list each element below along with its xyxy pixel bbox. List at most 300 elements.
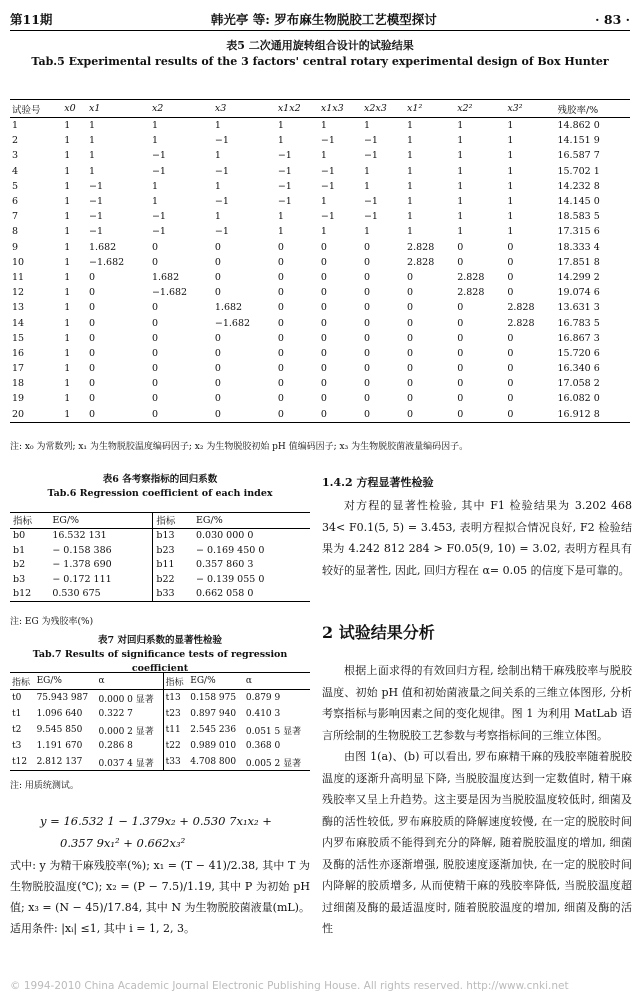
table6-cell: − 1.378 690	[52, 559, 112, 571]
table5-cell: 1	[64, 393, 71, 405]
table5-cell: −1	[89, 196, 104, 208]
table5-cell: 0	[363, 408, 371, 420]
table5-cell: 0	[320, 271, 327, 283]
table5-cell: 0	[320, 302, 327, 314]
table5-cell: 0	[320, 332, 327, 344]
table5-cell: −1	[363, 135, 378, 147]
table5-cell: 0	[320, 408, 327, 420]
table5-cell: 0	[89, 378, 96, 390]
table5-cell: 0	[89, 271, 96, 283]
table5-cell: 0	[363, 347, 371, 359]
equation-explanation: 式中: y 为精干麻残胶率(%); x₁ = (T − 41)/2.38, 其中 T 为生物脱胶温度(℃); x₂ = (P − 7.5)/1.19, 其中 P 为初始 pH 值; x₃ = (N − 45)/17.84, 其中 N 为生物脱胶菌液量(mL)。适用条件: |xᵢ| ≤1, 其中 i = 1, 2, 3。	[10, 859, 310, 935]
table5-cell: 14.862 0	[557, 120, 600, 132]
table5-cell: −1.682	[214, 317, 251, 329]
table5-cell: 0	[320, 378, 327, 390]
table5-cell: 10	[12, 256, 25, 268]
table-row	[10, 240, 630, 255]
table7-cell: 0.322 7	[98, 709, 133, 719]
table5-cell: 1	[64, 196, 71, 208]
table7-cell: 1.191 670	[36, 741, 83, 751]
table6-cell: b13	[153, 528, 193, 543]
table5-header-cell: x0	[64, 103, 76, 114]
table7-cell: 0.158 975	[190, 693, 237, 703]
table5-cell: 0	[363, 302, 371, 314]
table5-cell: 0	[277, 287, 284, 299]
table5-cell: −1	[277, 196, 292, 208]
table6-cell: b1	[13, 544, 26, 556]
table5-cell: 1	[214, 180, 221, 192]
table5-cell: 1	[507, 165, 514, 177]
table5-cell: 1	[151, 120, 158, 132]
table5-cell: −1	[214, 196, 229, 208]
table7-caption-en: Tab.7 Results of significance tests of regression coefficient	[32, 649, 288, 674]
table5-cell: 18	[12, 378, 25, 390]
table5-cell: 1	[64, 241, 71, 253]
table5-cell: 19	[12, 393, 25, 405]
table5-cell: 1	[214, 120, 221, 132]
table7-cell: 2.812 137	[36, 757, 83, 767]
table5-cell: 1	[89, 135, 96, 147]
table7-header-cell: α	[98, 676, 105, 686]
table7-cell: 0.897 940	[190, 709, 237, 719]
table5-cell: 8	[12, 226, 19, 238]
table6-cell: b12	[13, 588, 32, 600]
table5-cell: 1	[277, 120, 284, 132]
table5-cell: −1	[277, 165, 292, 177]
table5-cell: 0	[457, 378, 464, 390]
table5-cell: 0	[214, 393, 221, 405]
table7-cell: 0.879 9	[245, 693, 281, 703]
table5-header-cell: x1x3	[320, 103, 344, 114]
table6-cell: b0	[13, 530, 26, 542]
table5-cell: 0	[214, 287, 221, 299]
table-row	[10, 270, 630, 285]
table5-cell: 2.828	[407, 241, 435, 253]
table5-cell: 0	[214, 256, 221, 268]
table5-cell: 0	[407, 347, 414, 359]
table5-cell: 1	[457, 196, 464, 208]
table5-cell: −1	[89, 211, 104, 223]
table5-caption-cn: 表5 二次通用旋转组合设计的试验结果	[226, 39, 414, 52]
table-row	[10, 300, 630, 315]
table5-cell: 0	[457, 393, 464, 405]
table7-cell: 0.051 5 显著	[245, 726, 302, 737]
table-row	[10, 558, 310, 573]
section-2-heading: 2 试验结果分析	[322, 623, 435, 642]
table7-cell: 0.000 2 显著	[98, 726, 154, 737]
table6-cell: b33	[153, 587, 193, 602]
table6-cell: 0.030 000 0	[195, 530, 254, 542]
table6-cell: − 0.139 055 0	[195, 573, 265, 585]
table5-cell: 1	[407, 135, 414, 147]
table5-cell: −1	[151, 211, 166, 223]
table5-cell: 1	[407, 165, 414, 177]
table5-cell: 1	[64, 287, 71, 299]
table5-cell: −1	[214, 165, 229, 177]
table5-cell: 0	[363, 393, 371, 405]
table7-cell: t2	[12, 725, 22, 735]
table7-header-cell: α	[245, 676, 252, 686]
table5-cell: 0	[457, 241, 464, 253]
table5-cell: 0	[89, 363, 96, 375]
table5-cell: 0	[277, 302, 284, 314]
table5-header-cell: x2x3	[363, 103, 387, 114]
table7-cell: 0.000 0 显著	[98, 694, 154, 705]
table5-cell: 0	[277, 317, 284, 329]
table5-cell: 0	[407, 271, 414, 283]
table5-cell: 0	[151, 302, 158, 314]
table-row	[10, 194, 630, 209]
table5-cell: 7	[12, 211, 19, 223]
table5-cell: 0	[320, 393, 327, 405]
table7-caption	[10, 634, 310, 676]
table7-cell: t13	[163, 690, 188, 707]
table5-cell: 0	[151, 241, 158, 253]
table5-cell: 0	[151, 256, 158, 268]
table5-cell: 14.299 2	[557, 271, 600, 283]
table7-cell: 0.005 2 显著	[245, 758, 302, 769]
table-row	[10, 148, 630, 163]
table5-cell: 17.315 6	[557, 226, 600, 238]
table5-cell: 1	[64, 332, 71, 344]
table5-header-cell: 试验号	[12, 104, 41, 116]
table-row	[10, 690, 310, 707]
table5-cell: 1	[507, 150, 514, 162]
table5-cell: 0	[277, 378, 284, 390]
table5-cell: −1	[363, 150, 378, 162]
table5-header-cell: x3	[214, 103, 227, 114]
table6-note: 注: EG 为残胶率(%)	[10, 617, 94, 627]
copyright-footer: © 1994-2010 China Academic Journal Electronic Publishing House. All rights reserved. http://www.cnki.net	[10, 980, 569, 992]
table7-cell: t11	[163, 722, 188, 738]
table6-caption-en: Tab.6 Regression coefficient of each index	[47, 488, 273, 499]
table7-cell: 2.545 236	[190, 725, 237, 735]
table5-cell: 19.074 6	[557, 287, 600, 299]
table5-cell: 6	[12, 196, 19, 208]
table7-cell: t1	[12, 709, 22, 719]
table-row	[10, 722, 310, 738]
table5-cell: 1	[64, 120, 71, 132]
table5-cell: −1	[363, 211, 378, 223]
table7-cell: 0.989 010	[190, 741, 237, 751]
table6-cell: − 0.169 450 0	[195, 544, 265, 556]
table7-header-cell: 指标	[12, 677, 31, 688]
table5-cell: 1	[320, 196, 327, 208]
table5-cell: 0	[407, 393, 414, 405]
table5-cell: 1	[89, 150, 96, 162]
table-row	[10, 738, 310, 754]
table5-cell: 0	[277, 363, 284, 375]
running-title: 韩光亭 等: 罗布麻生物脱胶工艺模型探讨	[210, 12, 437, 27]
table5-cell: 1	[64, 135, 71, 147]
table5-cell: 1	[407, 150, 414, 162]
table5-cell: 1	[151, 196, 158, 208]
table5-cell: −1	[214, 226, 229, 238]
table5-cell: 2.828	[507, 317, 535, 329]
table5-cell: 16.340 6	[557, 363, 600, 375]
table5-cell: 0	[89, 287, 96, 299]
table-row	[10, 164, 630, 179]
page-header	[10, 8, 630, 31]
table5-header-cell: x1	[89, 103, 101, 114]
table5-cell: 1	[64, 408, 71, 420]
table6-header-cell: 指标	[153, 513, 193, 529]
table5-cell: 0	[214, 241, 221, 253]
table5-cell: 15	[12, 332, 25, 344]
table-row	[10, 315, 630, 330]
table5-cell: 0	[407, 302, 414, 314]
table5-cell: 1	[457, 226, 464, 238]
table6-cell: b23	[153, 543, 193, 558]
table5-cell: 0	[407, 317, 414, 329]
table6-cell: 0.357 860 3	[195, 559, 254, 571]
table-row	[10, 209, 630, 224]
table6-cell: b3	[13, 573, 26, 585]
table5-cell: 1	[320, 226, 327, 238]
table5-cell: 1	[507, 196, 514, 208]
table5-cell: 1	[12, 120, 19, 132]
table5-cell: 11	[12, 271, 25, 283]
table5-cell: 0	[363, 363, 371, 375]
table5-cell: 17.851 8	[557, 256, 600, 268]
table5-cell: 0	[277, 271, 284, 283]
table7-cell: t12	[12, 757, 28, 767]
table5-cell: 1	[407, 120, 414, 132]
table5-cell: 1	[457, 150, 464, 162]
table5-cell: 0	[407, 332, 414, 344]
table5-cell: 13.631 3	[557, 302, 600, 314]
table5-cell: 0	[89, 317, 96, 329]
table-row	[10, 331, 630, 346]
table5-cell: 18.583 5	[557, 211, 600, 223]
table5-cell: 13	[12, 302, 25, 314]
table5-cell: 0	[507, 408, 514, 420]
section-2-paragraph-1: 根据上面求得的有效回归方程, 绘制出精干麻残胶率与脱胶温度、初始 pH 值和初始菌液量之间关系的三维立体图形, 分析考察指标与影响因素之间的变化规律。图 1 为利用 MatLab 语言所绘制的生物脱胶工艺参数与考察指标间的三维立体图。	[322, 664, 632, 742]
table5-cell: 0	[363, 378, 371, 390]
table-row	[10, 528, 310, 543]
table5-cell: 0	[457, 317, 464, 329]
table5-cell: 0	[277, 256, 284, 268]
table5-cell: −1.682	[151, 287, 188, 299]
table7-cell: 4.708 800	[190, 757, 237, 767]
table6-header-row	[10, 513, 310, 529]
table-row	[10, 391, 630, 406]
table5-cell: 1.682	[214, 302, 243, 314]
table5-cell: −1	[320, 165, 335, 177]
table6-cell: 16.532 131	[52, 530, 107, 542]
table6-cell: − 0.158 386	[52, 544, 112, 556]
table5-cell: 0	[151, 347, 158, 359]
table7	[10, 672, 310, 771]
table5-note: 注: x₀ 为常数列; x₁ 为生物脱胶温度编码因子; x₂ 为生物脱胶初始 pH 值编码因子; x₃ 为生物脱胶菌液量编码因子。	[10, 442, 469, 452]
table6-header-cell: EG/%	[195, 514, 223, 526]
equation-line-1: y = 16.532 1 − 1.379x₂ + 0.530 7x₁x₂ +	[40, 814, 272, 828]
table-row	[10, 754, 310, 771]
table5-cell: 1	[64, 302, 71, 314]
table5-cell: 0	[457, 256, 464, 268]
table5-cell: 0	[363, 287, 371, 299]
table7-cell: t22	[163, 738, 188, 754]
table5-cell: 1	[64, 226, 71, 238]
table-row	[10, 255, 630, 270]
table5-cell: 16.587 7	[557, 150, 600, 162]
table5-cell: 0	[89, 347, 96, 359]
table5-cell: 16.082 0	[557, 393, 600, 405]
table5-cell: 0	[151, 393, 158, 405]
table5-cell: 0	[89, 332, 96, 344]
table5-cell: 2.828	[457, 287, 485, 299]
table5-cell: −1	[277, 180, 292, 192]
table5-cell: 0	[89, 393, 96, 405]
table5-cell: 0	[214, 347, 221, 359]
table5-cell: −1	[89, 180, 104, 192]
table6	[10, 512, 310, 602]
table5-cell: 1	[64, 378, 71, 390]
table-row	[10, 706, 310, 722]
table7-cell: 0.037 4 显著	[98, 758, 154, 769]
table5-cell: 0	[277, 332, 284, 344]
table5-cell: 2.828	[507, 302, 535, 314]
table5-cell: 0	[320, 256, 327, 268]
table5-cell: 16	[12, 347, 25, 359]
table5-cell: −1	[151, 165, 166, 177]
table5-cell: 4	[12, 165, 19, 177]
table5-header-cell: x2²	[457, 103, 473, 114]
table-row	[10, 133, 630, 148]
table5-cell: −1	[320, 211, 335, 223]
table5-cell: 0	[320, 241, 327, 253]
table7-header-cell: 指标	[163, 673, 188, 690]
table5-cell: 1	[507, 180, 514, 192]
table5-cell: 15.720 6	[557, 347, 600, 359]
table5-cell: 1	[457, 165, 464, 177]
table5-cell: 16.783 5	[557, 317, 600, 329]
table-row	[10, 346, 630, 361]
table5-cell: 0	[407, 378, 414, 390]
table5-cell: 0	[457, 408, 464, 420]
table5-cell: 3	[12, 150, 19, 162]
table5-cell: 1	[64, 271, 71, 283]
table7-cell: 1.096 640	[36, 709, 83, 719]
page-number: · 83 ·	[595, 11, 630, 27]
table7-header-row	[10, 673, 310, 690]
table5-cell: 15.702 1	[557, 165, 600, 177]
section-1-4-2-heading: 1.4.2 方程显著性检验	[322, 476, 434, 489]
table5-cell: 0	[507, 363, 514, 375]
table5-cell: 0	[277, 241, 284, 253]
table-row	[10, 543, 310, 558]
table7-caption-cn: 表7 对回归系数的显著性检验	[98, 635, 222, 646]
table5-cell: 1	[64, 180, 71, 192]
table5-cell: 0	[507, 271, 514, 283]
table5-cell: 0	[507, 332, 514, 344]
table7-header-cell: EG/%	[190, 676, 216, 686]
table5-caption-en: Tab.5 Experimental results of the 3 factors' central rotary experimental design of Box Hunter	[31, 55, 609, 68]
table5-cell: 0	[214, 271, 221, 283]
table5-cell: 0	[363, 271, 371, 283]
table7-cell: 75.943 987	[36, 693, 89, 703]
table-row	[10, 179, 630, 194]
table5-cell: 14.145 0	[557, 196, 600, 208]
table5-cell: 0	[507, 241, 514, 253]
table7-header-cell: EG/%	[36, 676, 62, 686]
table5-cell: 1	[407, 180, 414, 192]
table5-cell: 0	[507, 347, 514, 359]
table5-cell: −1	[214, 135, 229, 147]
table5-cell: 0	[457, 332, 464, 344]
table5-cell: 0	[363, 241, 371, 253]
table5-cell: 1	[457, 180, 464, 192]
table5-cell: 18.333 4	[557, 241, 600, 253]
table5-cell: 0	[320, 363, 327, 375]
table5-cell: 14.151 9	[557, 135, 600, 147]
table5-cell: 1	[507, 135, 514, 147]
table6-caption-cn: 表6 各考察指标的回归系数	[102, 474, 218, 485]
table5-cell: 0	[89, 408, 96, 420]
table5-cell: 0	[457, 363, 464, 375]
table5-cell: 5	[12, 180, 19, 192]
table5-cell: 0	[407, 287, 414, 299]
table5-cell: 12	[12, 287, 25, 299]
table7-cell: 0.410 3	[245, 709, 281, 719]
table5-cell: 1	[64, 317, 71, 329]
table-row	[10, 587, 310, 602]
table5-header-cell: x1x2	[277, 103, 301, 114]
table6-cell: 0.530 675	[52, 588, 101, 600]
table5-cell: 0	[277, 393, 284, 405]
table5-cell: 0	[507, 256, 514, 268]
table5-cell: 1	[64, 150, 71, 162]
table-row	[10, 118, 630, 134]
table5-header-cell: x1²	[407, 103, 423, 114]
table5-cell: 1	[407, 211, 414, 223]
table6-header-cell: 指标	[13, 516, 33, 528]
table5-cell: 1	[363, 120, 371, 132]
table5-cell: 1	[277, 135, 284, 147]
table5-cell: 0	[277, 347, 284, 359]
table5-cell: −1	[151, 226, 166, 238]
table7-cell: t23	[163, 706, 188, 722]
table5-cell: 0	[151, 363, 158, 375]
table5-cell: 1.682	[151, 271, 180, 283]
table5-cell: 0	[507, 287, 514, 299]
table5-cell: 0	[277, 408, 284, 420]
equation-line-2: 0.357 9x₁² + 0.662x₃²	[60, 836, 186, 850]
table5-cell: 1	[363, 180, 371, 192]
table5-cell: 0	[151, 332, 158, 344]
table5-cell: 0	[407, 408, 414, 420]
section-1-4-2-body: 对方程的显著性检验, 其中 F1 检验结果为 3.202 468 34< F0.1(5, 5) = 3.453, 表明方程拟合情况良好, F2 检验结果为 4.242 812 284 > F0.05(9, 10) = 3.02, 表明方程具有较好的显著性, 因此, 回归方程在 α= 0.05 的信度下是可靠的。	[322, 499, 632, 577]
table5-cell: 1	[507, 120, 514, 132]
table6-cell: − 0.172 111	[52, 573, 112, 585]
section-2-body	[322, 660, 632, 940]
table6-cell: b11	[153, 558, 193, 573]
table5-cell: 1	[457, 135, 464, 147]
table5-cell: 14.232 8	[557, 180, 600, 192]
table5-cell: 0	[457, 347, 464, 359]
table5-cell: 1	[457, 211, 464, 223]
table5-cell: 0	[507, 393, 514, 405]
table-row	[10, 285, 630, 300]
table5-cell: 9	[12, 241, 19, 253]
table5-cell: −1	[89, 226, 104, 238]
table5-cell: 1	[64, 363, 71, 375]
table5-cell: 0	[151, 408, 158, 420]
table5-caption	[0, 38, 640, 70]
table7-cell: 0.368 0	[245, 741, 281, 751]
table5-cell: 1	[64, 256, 71, 268]
table-row	[10, 376, 630, 391]
